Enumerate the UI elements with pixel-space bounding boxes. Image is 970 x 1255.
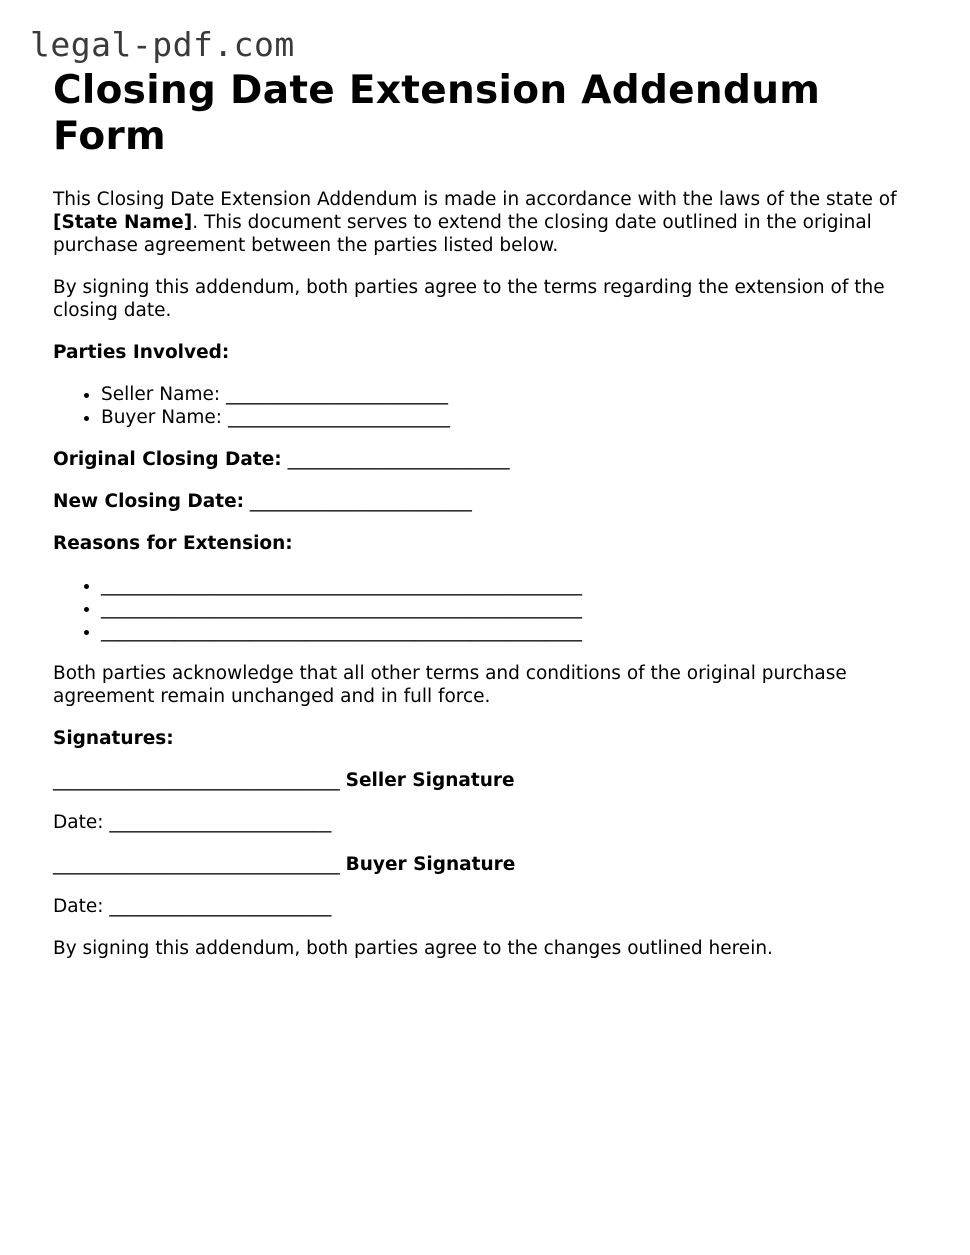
reasons-heading: Reasons for Extension:: [53, 533, 293, 554]
document-page: [53, 68, 933, 960]
new-closing-date-label: New Closing Date:: [53, 491, 245, 512]
seller-date-label: Date:: [53, 812, 104, 833]
reason-line[interactable]: • ____________________________________________________: [101, 620, 933, 643]
reason-line[interactable]: • ____________________________________________________: [101, 597, 933, 620]
parties-list: [53, 383, 933, 429]
state-name-placeholder: [State Name]: [53, 212, 193, 233]
buyer-name-label: Buyer Name:: [101, 407, 223, 428]
intro-text-before: This Closing Date Extension Addendum is made in accordance with the laws of the state of: [53, 189, 897, 210]
signatures-heading: Signatures:: [53, 728, 174, 749]
reason-line[interactable]: • ____________________________________________________: [101, 574, 933, 597]
parties-heading: Parties Involved:: [53, 342, 230, 363]
list-item: [101, 406, 933, 429]
seller-name-field[interactable]: ________________________: [225, 384, 448, 405]
buyer-signature-row: [53, 853, 933, 876]
intro-text-after: . This document serves to extend the closing date outlined in the original purchase agreement between the parties listed below.: [53, 212, 872, 256]
document-title: Closing Date Extension Addendum Form: [53, 68, 821, 159]
buyer-name-field[interactable]: ________________________: [227, 407, 450, 428]
seller-signature-row: [53, 769, 933, 792]
buyer-date-label: Date:: [53, 896, 104, 917]
buyer-date-field[interactable]: ________________________: [109, 896, 332, 917]
seller-signature-label: Seller Signature: [345, 770, 515, 791]
seller-signature-field[interactable]: _______________________________: [53, 770, 340, 791]
seller-date-row: [53, 811, 933, 834]
original-closing-date-field[interactable]: ________________________: [287, 449, 510, 470]
buyer-signature-field[interactable]: _______________________________: [53, 854, 340, 875]
watermark-logo: legal-pdf.com: [30, 25, 295, 64]
agreement-paragraph: By signing this addendum, both parties agree to the terms regarding the extension of the closing date.: [53, 277, 885, 321]
seller-name-label: Seller Name:: [101, 384, 221, 405]
buyer-date-row: [53, 895, 933, 918]
list-item: [101, 383, 933, 406]
buyer-signature-label: Buyer Signature: [345, 854, 516, 875]
new-closing-date-field[interactable]: ________________________: [249, 491, 472, 512]
original-closing-date-label: Original Closing Date:: [53, 449, 282, 470]
acknowledgment-paragraph: Both parties acknowledge that all other terms and conditions of the original purchase agreement remain unchanged and in full force.: [53, 663, 847, 707]
closing-paragraph: By signing this addendum, both parties agree to the changes outlined herein.: [53, 938, 773, 959]
seller-date-field[interactable]: ________________________: [109, 812, 332, 833]
new-closing-date-row: [53, 490, 933, 513]
reasons-list: [53, 574, 933, 643]
intro-paragraph: [53, 188, 933, 257]
original-closing-date-row: [53, 448, 933, 471]
